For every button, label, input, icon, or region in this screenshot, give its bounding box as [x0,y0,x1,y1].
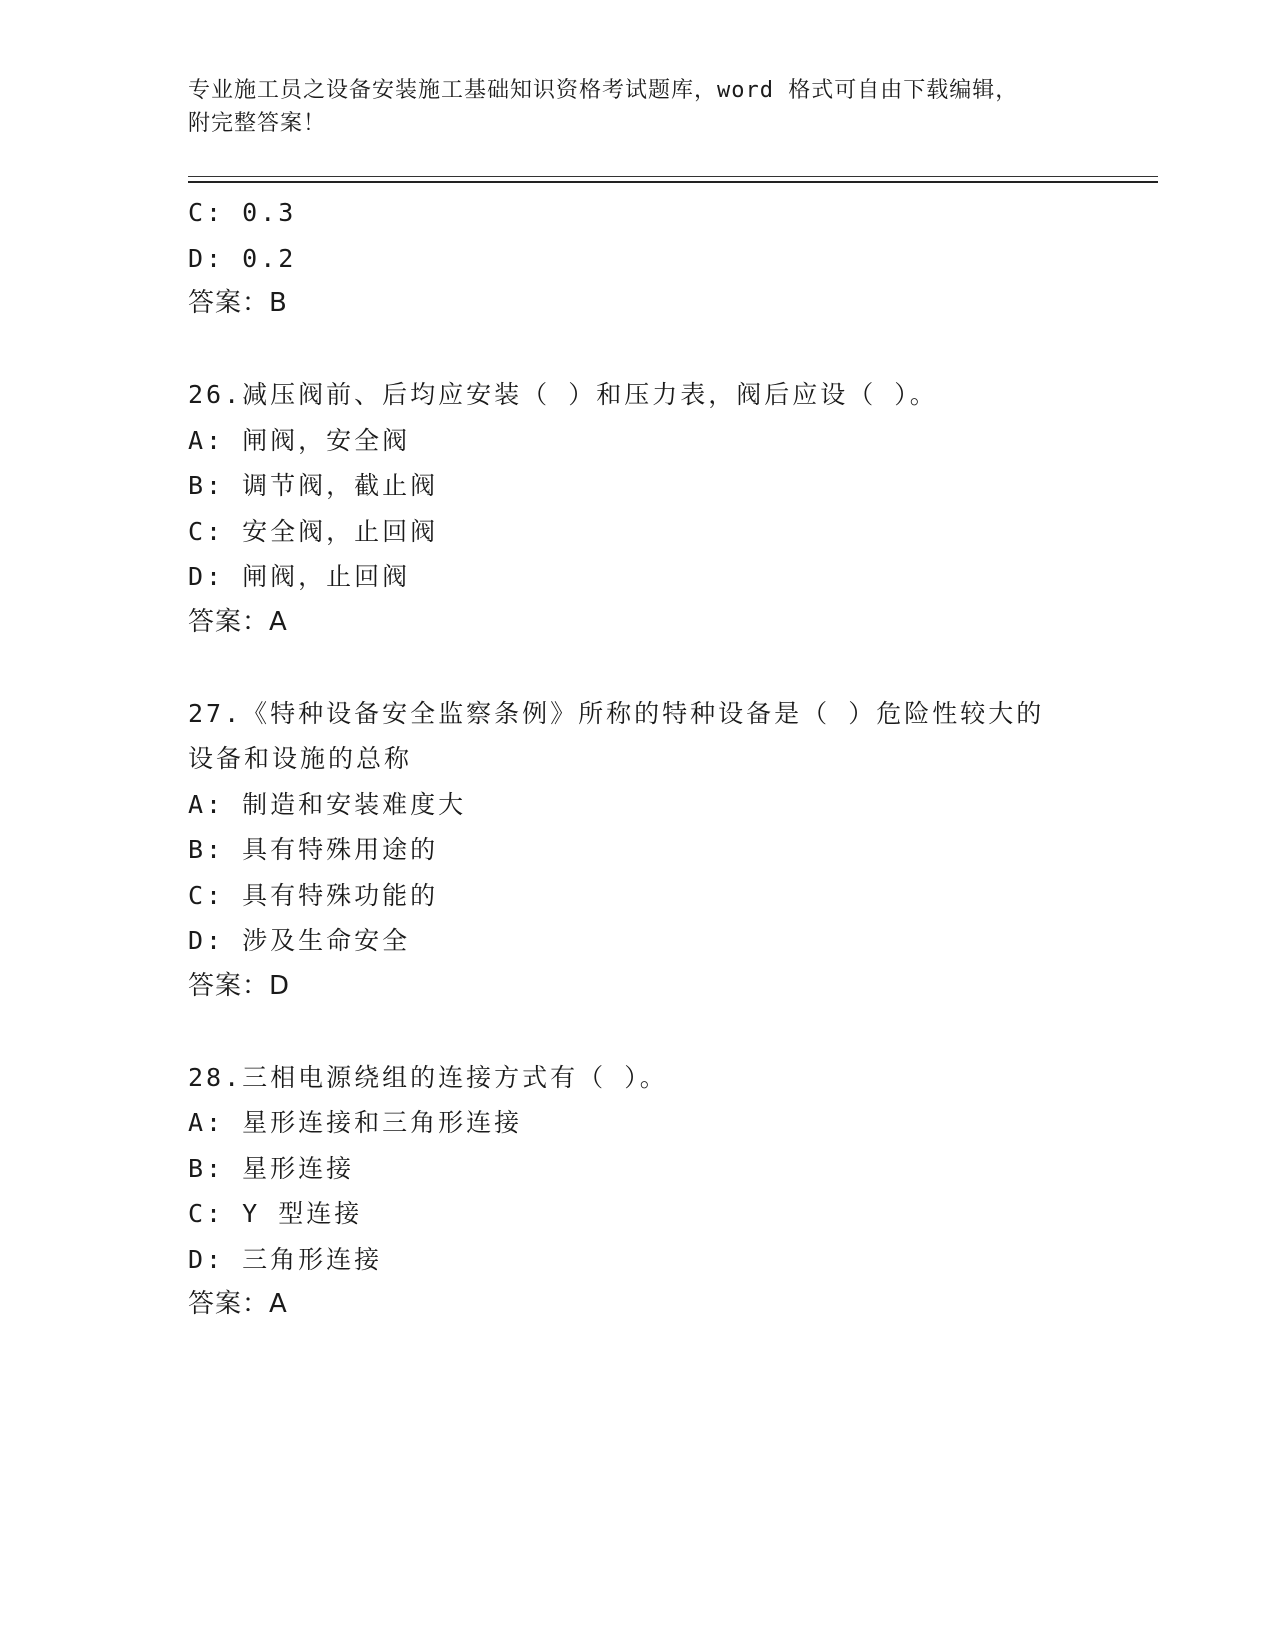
header-divider-thin [188,176,1158,177]
option-b: B: 星形连接 [188,1153,355,1183]
option-a: A: 闸阀，安全阀 [188,425,411,455]
question-text: 28.三相电源绕组的连接方式有（ ）。 [188,1062,668,1092]
option-d: D: 闸阀，止回阀 [188,562,411,591]
option-c: C: 0.3 [188,198,297,227]
header-title-line-2: 附完整答案！ [188,111,327,136]
header-divider-thick [188,181,1158,183]
option-d: D: 三角形连接 [188,1244,383,1274]
spacer [188,327,1088,373]
option-d: D: 涉及生命安全 [188,926,411,955]
question-26 [188,372,1088,645]
question-text-line-2: 设备和设施的总称 [188,744,413,773]
question-27 [188,691,1088,1010]
spacer [188,645,1088,691]
question-28 [188,1055,1088,1328]
option-c: C: 安全阀，止回阀 [188,516,439,546]
option-a: A: 制造和安装难度大 [188,789,467,819]
question-text: 26.减压阀前、后均应安装（ ）和压力表，阀后应设（ ）。 [188,380,938,409]
question-text-line-1: 27.《特种设备安全监察条例》所称的特种设备是（ ）危险性较大的 [188,698,1045,728]
option-d: D: 0.2 [188,243,297,273]
document-header [188,74,1088,140]
answer-line: 答案：B [188,288,288,318]
option-b: B: 调节阀，截止阀 [188,471,439,500]
previous-question-tail [188,190,1088,327]
option-b: B: 具有特殊用途的 [188,835,439,864]
answer-line: 答案：A [188,1289,288,1319]
option-a: A: 星形连接和三角形连接 [188,1108,523,1137]
answer-line: 答案：A [188,606,288,637]
spacer [188,1009,1088,1055]
answer-line: 答案：D [188,970,291,1001]
header-title-line-1: 专业施工员之设备安装施工基础知识资格考试题库，word 格式可自由下载编辑， [188,78,1019,103]
question-list [188,190,1088,1328]
option-c: C: Y 型连接 [188,1199,363,1228]
option-c: C: 具有特殊功能的 [188,880,439,910]
